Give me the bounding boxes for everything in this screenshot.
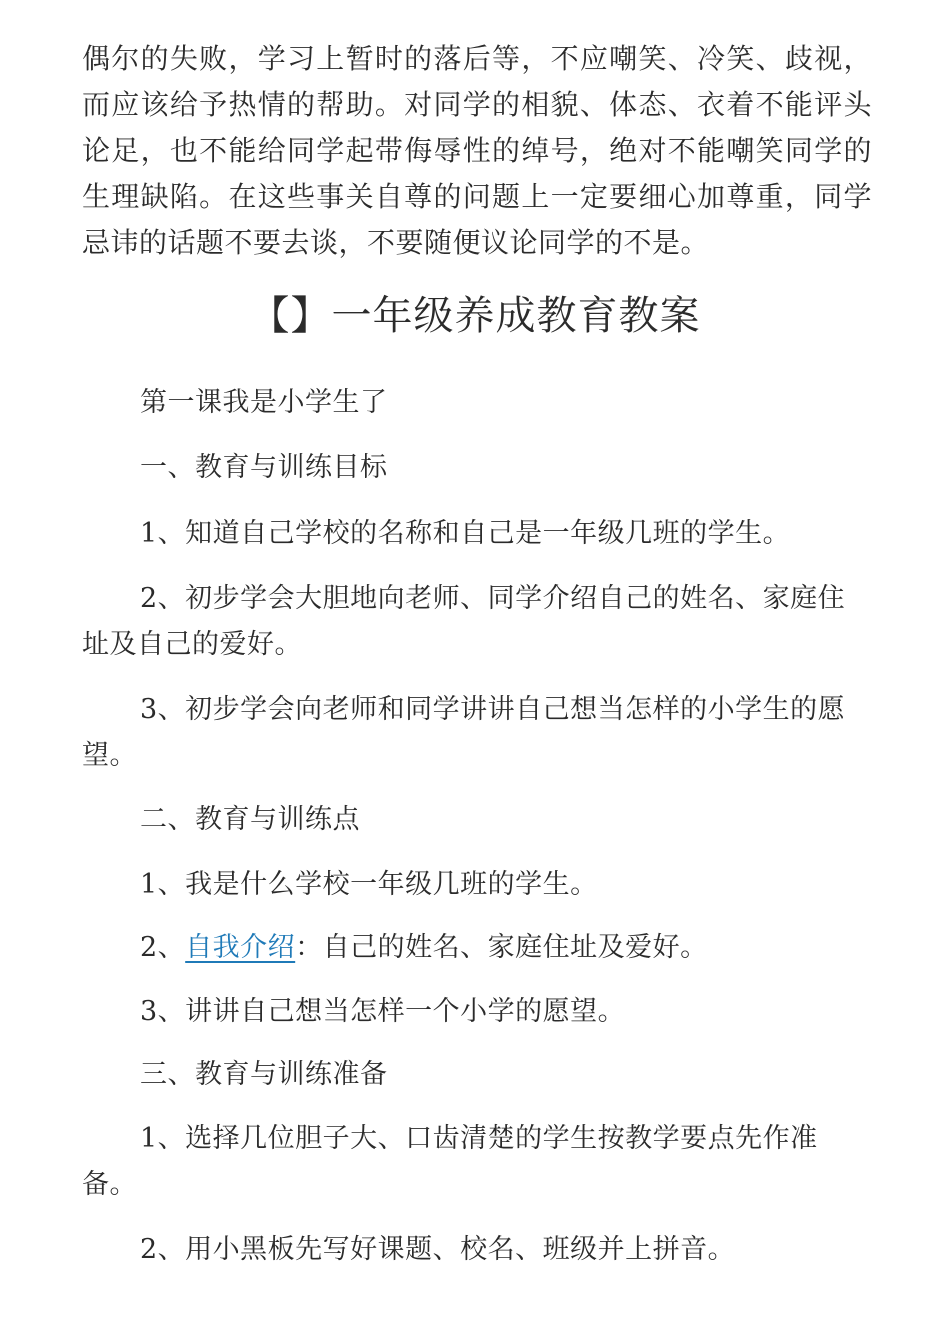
point-item-2-prefix: 2、	[140, 932, 186, 963]
lesson-heading: 第一课我是小学生了	[140, 387, 388, 418]
page-title: 【】一年级养成教育教案	[249, 293, 701, 339]
prep-item-1: 1、选择几位胆子大、口齿清楚的学生按教学要点先作准备。	[82, 1123, 818, 1200]
intro-paragraph: 偶尔的失败，学习上暂时的落后等，不应嘲笑、冷笑、歧视，而应该给予热情的帮助。对同学的相貌、体态、衣着不能评头论足，也不能给同学起带侮辱性的绰号，绝对不能嘲笑同学的生理缺陷。在这些事关自尊的问题上一定要细心加尊重，同学忌讳的话题不要去谈，不要随便议论同学的不是。	[82, 42, 872, 259]
section-heading-goals: 一、教育与训练目标	[140, 452, 388, 483]
goal-item-1: 1、知道自己学校的名称和自己是一年级几班的学生。	[140, 518, 791, 549]
section-heading-preparation: 三、教育与训练准备	[140, 1059, 388, 1090]
point-item-1: 1、我是什么学校一年级几班的学生。	[140, 869, 598, 900]
prep-item-2: 2、用小黑板先写好课题、校名、班级并上拼音。	[140, 1234, 736, 1265]
goal-item-2: 2、初步学会大胆地向老师、同学介绍自己的姓名、家庭住址及自己的爱好。	[82, 583, 846, 660]
point-item-3: 3、讲讲自己想当怎样一个小学的愿望。	[140, 996, 626, 1027]
point-item-2-rest: ：自己的姓名、家庭住址及爱好。	[295, 932, 708, 963]
section-heading-points: 二、教育与训练点	[140, 804, 360, 835]
point-item-2	[82, 925, 872, 971]
goal-item-3: 3、初步学会向老师和同学讲讲自己想当怎样的小学生的愿望。	[82, 694, 846, 771]
self-introduction-link[interactable]: 自我介绍	[185, 932, 296, 963]
